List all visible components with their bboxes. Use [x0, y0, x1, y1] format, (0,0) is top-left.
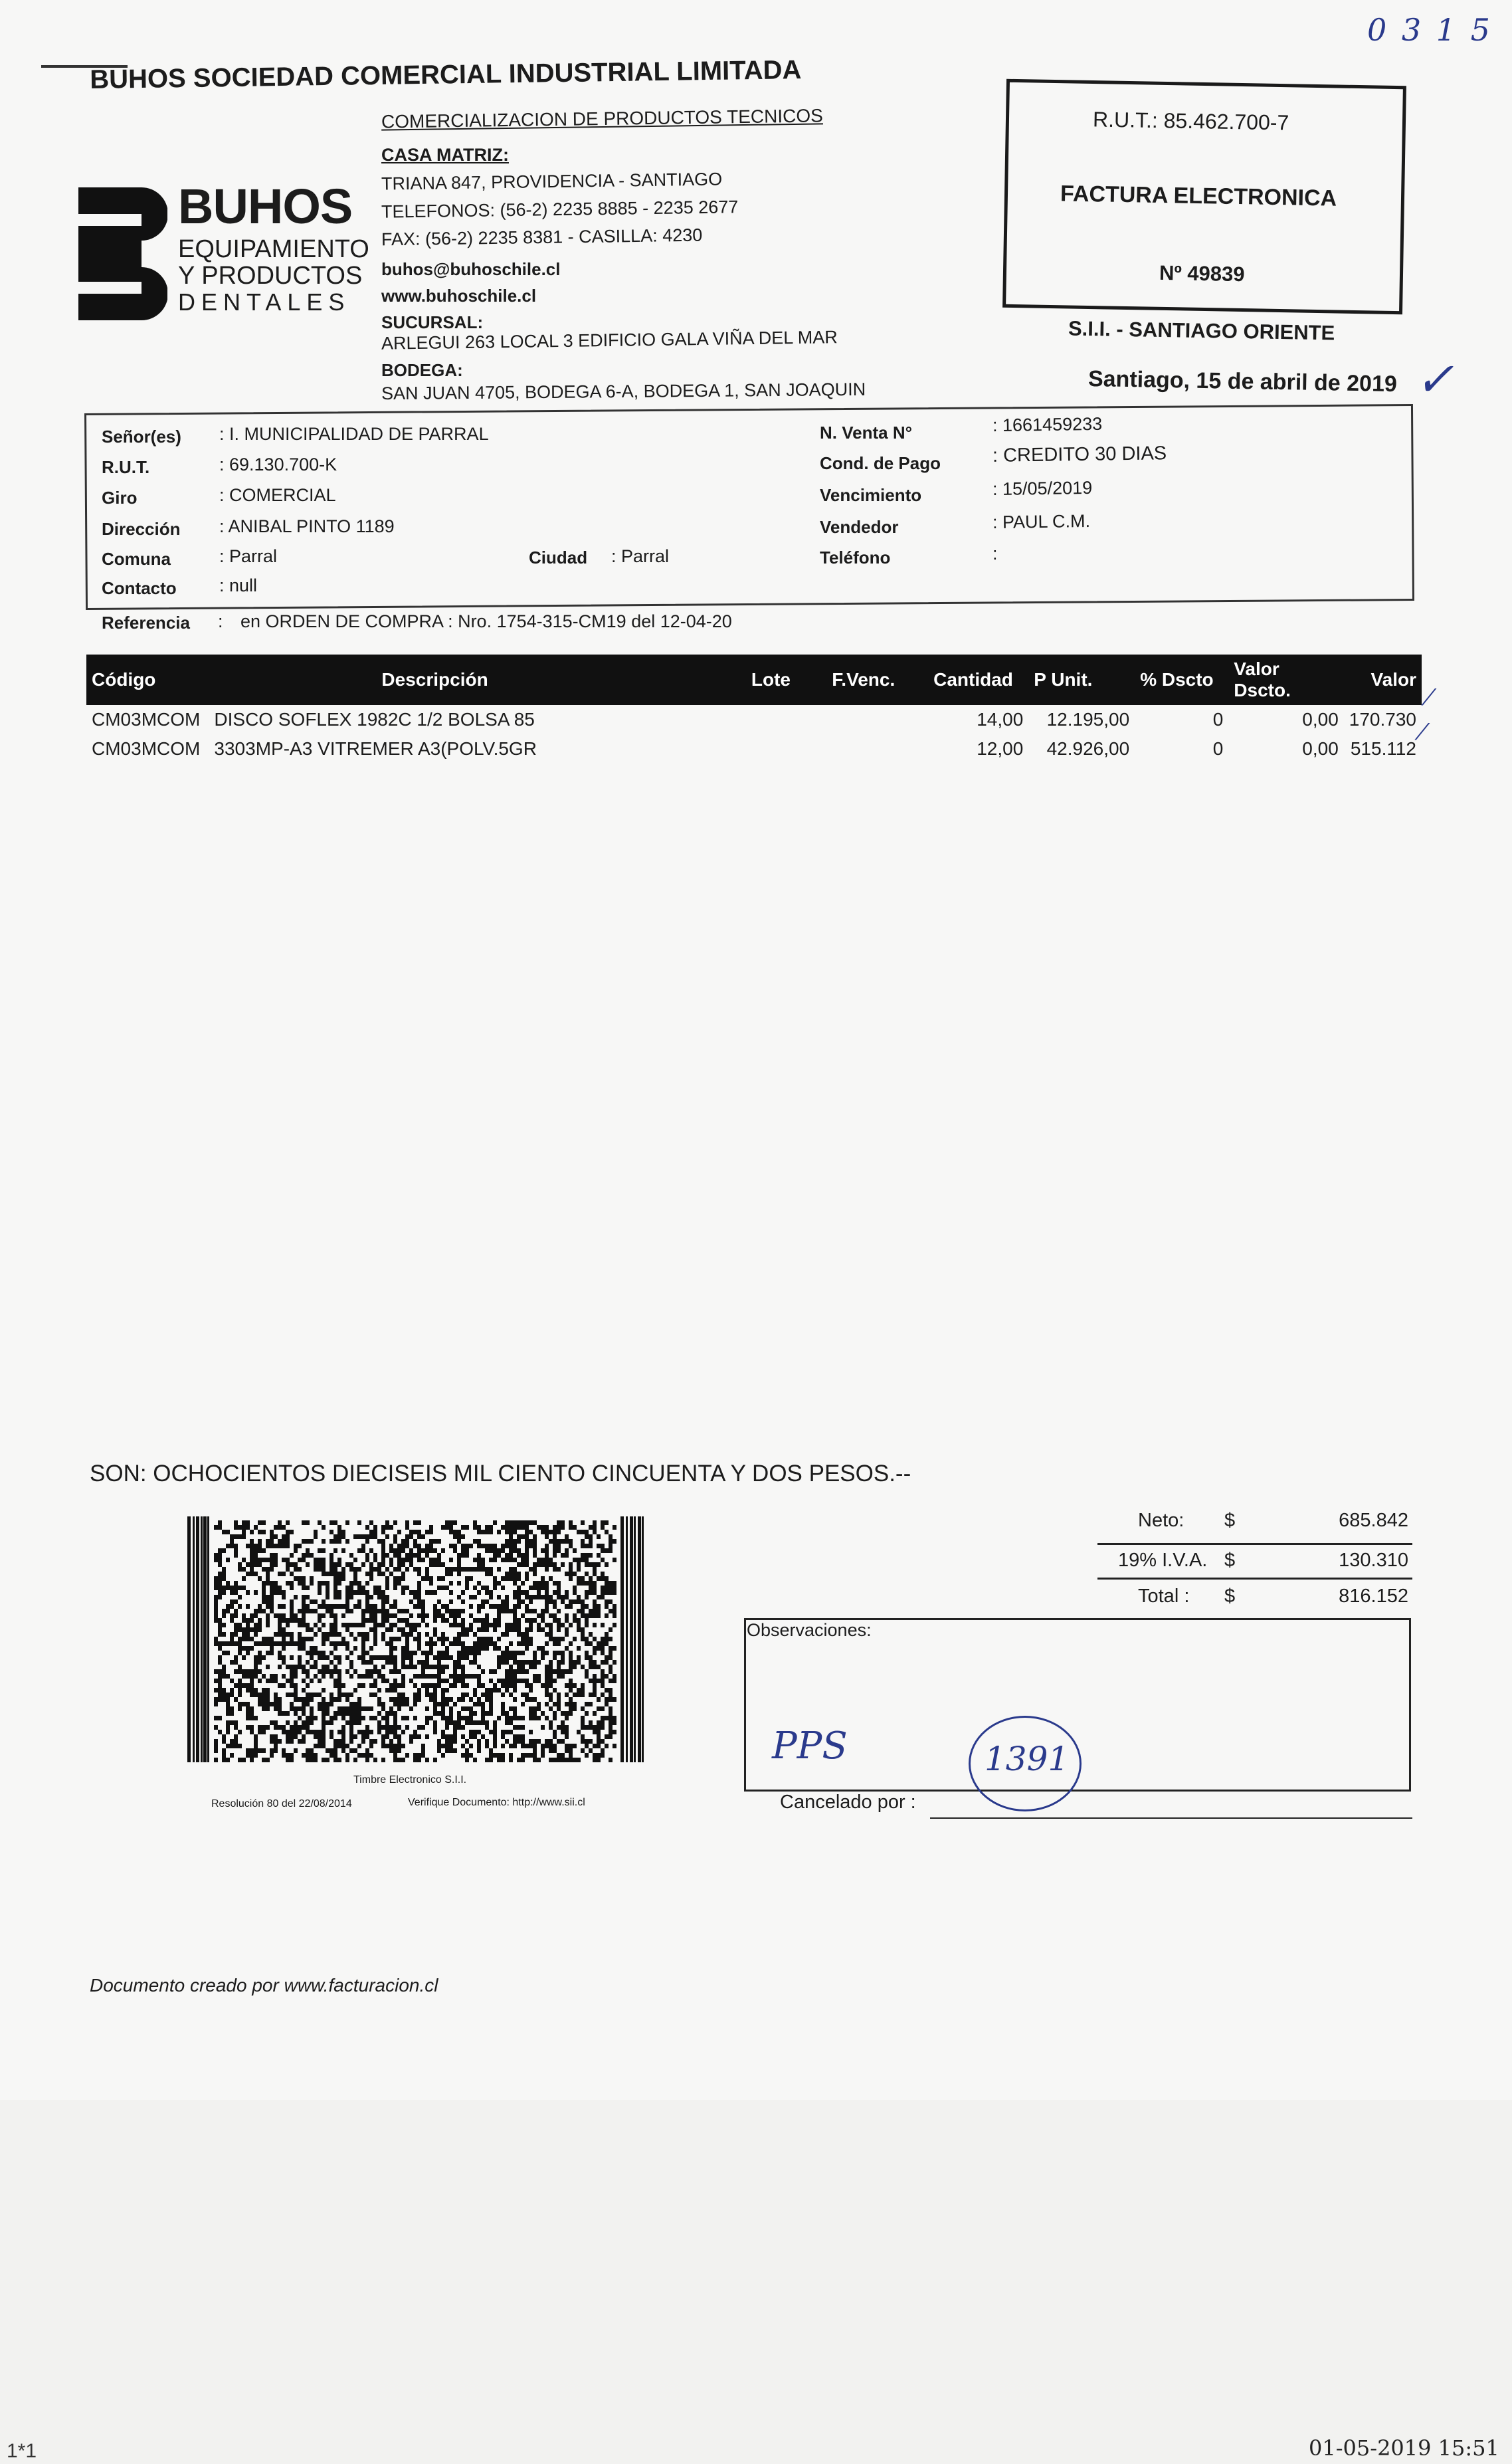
timbre-resolucion: Resolución 80 del 22/08/2014	[211, 1798, 352, 1809]
company-address: TRIANA 847, PROVIDENCIA - SANTIAGO	[381, 169, 723, 194]
col-cantidad: Cantidad	[928, 655, 1028, 705]
table-row	[86, 705, 1422, 734]
cell-cantidad: 14,00	[977, 709, 1024, 730]
ciudad-value: : Parral	[611, 546, 670, 566]
print-timestamp: 01-05-2019 15:51	[1309, 2435, 1499, 2461]
totals-rule	[1097, 1543, 1412, 1545]
handwritten-number: 1391	[985, 1740, 1070, 1778]
totals-rule	[1097, 1578, 1412, 1580]
observaciones-label: Observaciones:	[747, 1620, 872, 1640]
direccion-value: : ANIBAL PINTO 1189	[219, 516, 395, 536]
total-label: Total :	[1138, 1586, 1190, 1607]
cell-lote	[746, 705, 826, 734]
company-phones: TELEFONOS: (56-2) 2235 8885 - 2235 2677	[381, 197, 739, 222]
cell-dscto: 0	[1212, 738, 1224, 759]
cancelado-label: Cancelado por :	[780, 1792, 916, 1813]
col-dscto: % Dscto	[1135, 655, 1228, 705]
comuna-label: Comuna	[102, 549, 171, 569]
iva-label: 19% I.V.A.	[1118, 1550, 1208, 1571]
contacto-value: : null	[219, 575, 258, 595]
items-table	[86, 655, 1422, 764]
tick-mark-icon: ⁄	[1427, 684, 1431, 711]
logo-line2: Y PRODUCTOS	[178, 262, 363, 290]
col-punit: P Unit.	[1028, 655, 1135, 705]
cell-codigo: CM03MCOM	[92, 709, 201, 730]
senores-value: : I. MUNICIPALIDAD DE PARRAL	[219, 424, 489, 444]
cell-valor: 515.112	[1350, 738, 1416, 759]
buhos-logo-icon	[78, 187, 167, 320]
col-descripcion: Descripción	[209, 655, 745, 705]
company-name: BUHOS SOCIEDAD COMERCIAL INDUSTRIAL LIMITADA	[90, 55, 802, 94]
company-email: buhos@buhoschile.cl	[381, 259, 561, 279]
iva-currency: $	[1224, 1550, 1236, 1571]
vendedor-value: : PAUL C.M.	[992, 510, 1091, 533]
cell-descripcion: DISCO SOFLEX 1982C 1/2 BOLSA 85	[214, 709, 535, 730]
cell-descripcion: 3303MP-A3 VITREMER A3(POLV.5GR	[214, 738, 537, 759]
contacto-label: Contacto	[102, 578, 177, 598]
direccion-label: Dirección	[102, 519, 181, 539]
referencia-colon: :	[218, 611, 223, 631]
timbre-caption: Timbre Electronico S.I.I.	[353, 1774, 467, 1786]
amount-in-words: SON: OCHOCIENTOS DIECISEIS MIL CIENTO CINCUENTA Y DOS PESOS.--	[90, 1461, 911, 1487]
senores-label: Señor(es)	[102, 427, 181, 447]
ciudad-label: Ciudad	[529, 548, 588, 567]
cell-valor-dscto: 0,00	[1302, 709, 1339, 730]
telefono-value: :	[992, 544, 998, 564]
document-type: FACTURA ELECTRONICA	[1060, 181, 1337, 211]
logo-brand: BUHOS	[178, 179, 353, 234]
timbre-barcode-icon	[187, 1516, 646, 1762]
cell-valor-dscto: 0,00	[1302, 738, 1339, 759]
total-value: 816.152	[1339, 1586, 1408, 1607]
neto-currency: $	[1224, 1510, 1236, 1531]
referencia-label: Referencia	[102, 613, 190, 633]
sucursal-address: ARLEGUI 263 LOCAL 3 EDIFICIO GALA VIÑA DEL MAR	[381, 327, 838, 354]
giro-value: : COMERCIAL	[219, 485, 336, 505]
cell-fvenc	[826, 734, 928, 764]
logo-line3: DENTALES	[178, 288, 351, 316]
cell-cantidad: 12,00	[977, 738, 1024, 759]
logo-line1: EQUIPAMIENTO	[178, 235, 369, 263]
rut-value: : 69.130.700-K	[219, 455, 337, 474]
vendedor-label: Vendedor	[820, 517, 899, 537]
cell-fvenc	[826, 705, 928, 734]
cell-punit: 12.195,00	[1046, 709, 1130, 730]
issue-date: Santiago, 15 de abril de 2019	[1087, 365, 1398, 397]
table-row	[86, 734, 1422, 764]
col-valor-dscto: Valor Dscto.	[1228, 655, 1343, 705]
cond-pago-value: : CREDITO 30 DIAS	[992, 443, 1167, 466]
iva-value: 130.310	[1339, 1550, 1408, 1571]
timbre-verifique: Verifique Documento: http://www.sii.cl	[408, 1797, 585, 1808]
telefono-label: Teléfono	[820, 548, 891, 567]
company-fax: FAX: (56-2) 2235 8381 - CASILLA: 4230	[381, 225, 703, 250]
bodega-label: BODEGA:	[381, 360, 463, 380]
handwritten-folio: 0 3 1 5	[1367, 12, 1493, 48]
col-fvenc: F.Venc.	[826, 655, 928, 705]
sii-office: S.I.I. - SANTIAGO ORIENTE	[1068, 316, 1335, 345]
sucursal-label: SUCURSAL:	[381, 312, 484, 332]
referencia-text: en ORDEN DE COMPRA : Nro. 1754-315-CM19 del 12-04-20	[240, 611, 732, 631]
vencimiento-label: Vencimiento	[820, 485, 922, 505]
bottom-left-mark: 1*1	[7, 2440, 37, 2462]
table-header-row	[86, 655, 1422, 705]
bodega-address: SAN JUAN 4705, BODEGA 6-A, BODEGA 1, SAN JOAQUIN	[381, 379, 866, 404]
col-lote: Lote	[746, 655, 826, 705]
comuna-value: : Parral	[219, 546, 278, 566]
handwritten-pps: PPS	[772, 1724, 848, 1768]
col-codigo: Código	[86, 655, 209, 705]
neto-value: 685.842	[1339, 1510, 1408, 1531]
giro-label: Giro	[102, 488, 138, 508]
total-currency: $	[1224, 1586, 1236, 1607]
venta-value: : 1661459233	[992, 413, 1103, 436]
neto-label: Neto:	[1138, 1510, 1184, 1531]
tick-mark-icon: ⁄	[1420, 719, 1424, 746]
invoice-number: Nº 49839	[1159, 260, 1245, 286]
vencimiento-value: : 15/05/2019	[992, 477, 1093, 500]
issuer-rut: R.U.T.: 85.462.700-7	[1092, 107, 1289, 135]
rut-label: R.U.T.	[102, 457, 150, 477]
casa-matriz-label: CASA MATRIZ:	[381, 145, 509, 165]
venta-label: N. Venta N°	[820, 423, 912, 443]
cancelado-line	[930, 1817, 1412, 1819]
company-activity: COMERCIALIZACION DE PRODUCTOS TECNICOS	[381, 105, 824, 132]
company-web: www.buhoschile.cl	[381, 286, 537, 306]
cell-lote	[746, 734, 826, 764]
cell-dscto: 0	[1212, 709, 1224, 730]
checkmark-icon: ✓	[1415, 352, 1454, 407]
cell-punit: 42.926,00	[1046, 738, 1130, 759]
cond-pago-label: Cond. de Pago	[820, 453, 941, 473]
document-creator: Documento creado por www.facturacion.cl	[90, 1975, 438, 1996]
cell-codigo: CM03MCOM	[92, 738, 201, 759]
col-valor: Valor	[1344, 655, 1422, 705]
cell-valor: 170.730	[1349, 709, 1416, 730]
